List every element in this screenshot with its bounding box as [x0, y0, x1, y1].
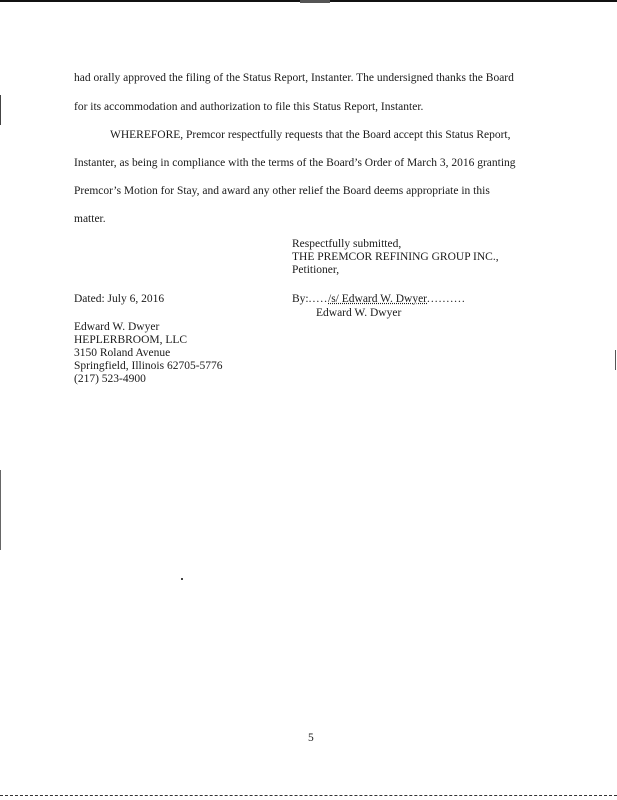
closing-text: Respectfully submitted, [292, 238, 402, 250]
counsel-street: 3150 Roland Avenue [74, 347, 171, 359]
petitioner-label: Petitioner, [292, 264, 340, 276]
body-line-6: matter. [74, 213, 106, 225]
body-line-4: Instanter, as being in compliance with the terms of the Board’s Order of March 3, 2016 granting [74, 157, 516, 169]
company-name: THE PREMCOR REFINING GROUP INC., [292, 251, 499, 263]
scan-right-artifact [615, 350, 616, 370]
scan-left-artifact-lower [0, 470, 1, 550]
electronic-signature: /s/ Edward W. Dwyer [328, 293, 428, 305]
scan-left-artifact [0, 95, 1, 125]
body-line-1: had orally approved the filing of the Status Report, Instanter. The undersigned thanks the Board [74, 72, 514, 84]
by-prefix: By: [292, 293, 309, 305]
signature-intro [292, 238, 499, 277]
scan-top-artifact [300, 0, 330, 3]
counsel-name: Edward W. Dwyer [74, 321, 160, 333]
counsel-firm: HEPLERBROOM, LLC [74, 334, 188, 346]
dated-line: Dated: July 6, 2016 [74, 293, 165, 305]
scan-bottom-rule [0, 795, 617, 797]
counsel-city: Springfield, Illinois 62705-5776 [74, 360, 223, 372]
page-number: 5 [308, 732, 314, 744]
signer-name: Edward W. Dwyer [316, 307, 402, 319]
scan-speck [181, 578, 183, 580]
body-line-5: Premcor’s Motion for Stay, and award any other relief the Board deems appropriate in this [74, 185, 490, 197]
counsel-address [74, 321, 223, 386]
counsel-phone: (217) 523-4900 [74, 373, 146, 385]
body-line-3: WHEREFORE, Premcor respectfully requests that the Board accept this Status Report, [110, 129, 511, 141]
body-line-2: for its accommodation and authorization to file this Status Report, Instanter. [74, 101, 424, 113]
by-line: By:...../s/ Edward W. Dwyer.......... [292, 293, 466, 305]
